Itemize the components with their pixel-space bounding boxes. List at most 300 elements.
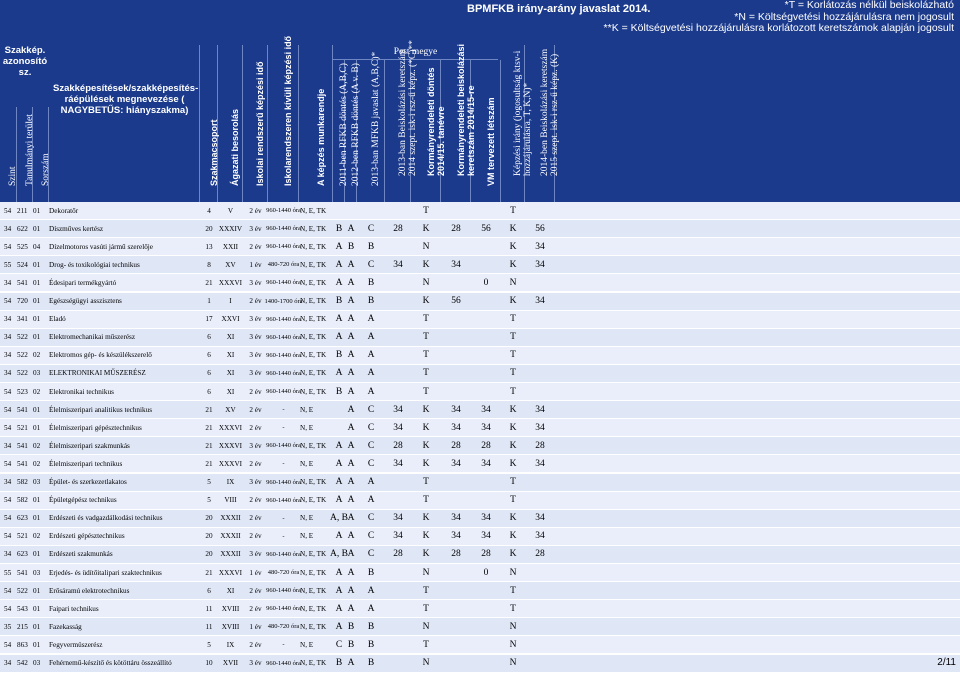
table-row [0,437,960,455]
cell-f [441,238,471,255]
cell-idoi: 3 év [249,315,262,324]
cell-ag: V [227,206,234,215]
cell-f [441,311,471,328]
cell-mr: N, E, TK [300,297,327,306]
header-szint: Szint [8,166,18,186]
cell-mr: N, E, TK [300,369,327,378]
cell-ter: 863 [17,640,28,649]
legend-line-k: **K = Költségvetési hozzájárulásra korlátozott keretszámok alapján jogosult [603,22,954,34]
cell-c: C [367,513,375,524]
cell-csop: 20 [205,550,213,559]
cell-mr: N, E [300,640,314,649]
cell-b: A [347,350,355,361]
cell-szint: 34 [4,659,12,668]
cell-ter: 211 [17,206,28,215]
cell-ter: 720 [17,297,28,306]
cell-e: T [423,314,429,325]
cell-h: T [510,205,516,216]
table-row [0,293,960,311]
cell-i [525,474,555,491]
cell-ag: XXXVI [218,278,243,287]
cell-e: K [422,404,430,415]
cell-f [441,582,471,599]
cell-csop: 6 [207,333,211,342]
cell-f: 34 [451,259,461,270]
cell-ter: 521 [17,532,28,541]
cell-ag: IX [226,640,235,649]
cell-c [357,202,385,219]
cell-c: C [367,404,375,415]
cell-nev: Elektronikai technikus [49,387,114,396]
table-row [0,347,960,365]
cell-ter: 522 [17,586,28,595]
cell-mr: N, E, TK [300,351,327,360]
cell-nev: Erdészeti szakmunkás [49,550,113,559]
cell-f [441,492,471,509]
cell-d: 34 [393,422,403,433]
cell-h: K [509,440,517,451]
cell-b: A [347,513,355,524]
cell-csop: 17 [205,315,213,324]
cell-d [385,329,411,346]
cell-i [525,492,555,509]
cell-d [385,564,411,581]
cell-szint: 54 [4,586,12,595]
cell-c: B [367,567,375,578]
cell-e: K [422,259,430,270]
cell-d: 34 [393,259,403,270]
cell-nev: Dekoratőr [49,206,79,215]
cell-csop: 21 [205,423,213,432]
cell-c: B [367,658,375,669]
cell-e: K [422,549,430,560]
cell-e: K [422,531,430,542]
legend [604,0,954,35]
cell-nev: Élelmiszeripari szakmunkás [49,441,130,450]
cell-e: T [423,386,429,397]
cell-a: A [335,332,343,343]
cell-f: 28 [451,440,461,451]
cell-csop: 21 [205,278,213,287]
cell-e: T [423,585,429,596]
cell-szint: 54 [4,640,12,649]
cell-csop: 8 [207,260,211,269]
cell-mr: N, E, TK [300,550,327,559]
cell-c: C [367,531,375,542]
cell-idok: - [282,514,285,522]
cell-ter: 543 [17,604,28,613]
cell-c: A [367,332,375,343]
legend-line-n: *N = Költségvetési hozzájárulásra nem jogosult [734,10,954,23]
cell-idoi: 1 év [249,622,262,631]
cell-nev: Fazekasság [49,622,82,631]
cell-f: 34 [451,531,461,542]
cell-sor: 02 [33,387,41,396]
cell-a: A [335,440,343,451]
table-header [0,35,960,202]
cell-idok: 960-1440 óra [266,333,301,341]
cell-ter: 524 [17,260,28,269]
cell-szint: 34 [4,333,12,342]
cell-b: A [347,296,355,307]
cell-f [441,636,471,653]
cell-szint: 34 [4,351,12,360]
cell-csop: 6 [207,586,211,595]
cell-ag: XXXIV [218,224,243,233]
cell-i: 34 [535,241,545,252]
cell-a: B [335,296,343,307]
cell-b: B [347,241,355,252]
cell-szint: 54 [4,423,12,432]
cell-e: N [422,567,430,578]
cell-a: B [335,350,343,361]
cell-d [385,202,411,219]
cell-a: A [335,585,343,596]
cell-szint: 35 [4,622,12,631]
cell-e: K [422,223,430,234]
header-sorszam-cell [33,107,49,202]
cell-idok: 960-1440 óra [266,550,301,558]
header-agazati-cell [218,45,243,202]
page-number: 2/11 [937,657,956,668]
header-2011: 2011-ben RFKB döntés (A,B,C) [338,63,349,186]
table-row [0,238,960,256]
cell-szint: 34 [4,224,12,233]
table-row [0,455,960,473]
cell-idoi: 2 év [249,242,262,251]
cell-b: A [347,277,355,288]
cell-mr: N, E, TK [300,224,327,233]
cell-csop: 11 [205,622,213,631]
cell-idoi: 2 év [249,604,262,613]
cell-c: B [367,241,375,252]
header-sorszam: Sorszám [40,153,51,186]
cell-csop: 5 [207,496,211,505]
header-kormb-cell [441,43,476,202]
cell-nev: Elektromos gép- és készülékszerelő [49,351,152,360]
cell-a: A [335,277,343,288]
cell-b: B [347,621,355,632]
cell-ter: 215 [17,622,28,631]
cell-b: A [347,477,355,488]
cell-ag: XXXII [220,532,241,541]
cell-h: K [509,549,517,560]
cell-a: A [335,458,343,469]
cell-csop: 5 [207,478,211,487]
cell-mr: N, E, TK [300,496,327,505]
cell-i [525,311,555,328]
cell-i: 56 [535,223,545,234]
cell-sor: 03 [33,659,41,668]
cell-sor: 01 [33,206,41,215]
cell-ter: 541 [17,459,28,468]
cell-ter: 522 [17,369,28,378]
cell-szint: 34 [4,315,12,324]
cell-szint: 55 [4,568,12,577]
cell-d [385,274,411,291]
cell-b: A [347,440,355,451]
cell-b: A [347,567,355,578]
cell-g: 28 [481,440,491,451]
cell-csop: 20 [205,224,213,233]
cell-b: A [347,404,355,415]
cell-nev: Élelmiszeripari gépésztechnikus [49,423,142,432]
cell-i: 34 [535,296,545,307]
cell-szint: 54 [4,459,12,468]
cell-idoi: 2 év [249,586,262,595]
cell-ag: XVIII [221,604,240,613]
cell-sor: 01 [33,315,41,324]
cell-ag: XXXVI [218,568,243,577]
header-iskolarendszeren-cell [268,35,299,202]
cell-ag: XI [226,333,235,342]
cell-b: A [347,223,355,234]
header-2012: 2012-ben RFKB döntés (A v. B) [350,63,361,186]
cell-mr: N, E, TK [300,206,327,215]
cell-a: A [335,477,343,488]
table-row [0,220,960,238]
cell-ter: 623 [17,550,28,559]
cell-csop: 21 [205,568,213,577]
cell-g [471,492,501,509]
cell-b: A [347,368,355,379]
cell-mr: N, E, TK [300,622,327,631]
cell-nev: Elektromechanikai műszerész [49,333,136,342]
cell-idoi: 3 év [249,441,262,450]
cell-a: A [335,531,343,542]
cell-f: 34 [451,422,461,433]
cell-a: B [335,386,343,397]
table-row [0,546,960,564]
cell-nev: Édesipari termékgyártó [49,278,117,287]
cell-i: 34 [535,422,545,433]
cell-ter: 541 [17,278,28,287]
cell-h: K [509,458,517,469]
cell-d: 34 [393,458,403,469]
cell-d [385,600,411,617]
cell-d [385,238,411,255]
cell-sor: 01 [33,405,41,414]
cell-h: N [509,639,517,650]
cell-mr: N, E, TK [300,278,327,287]
cell-idoi: 3 év [249,369,262,378]
cell-b: A [347,386,355,397]
cell-a [333,401,345,418]
cell-nev: Épületgépész technikus [49,496,117,505]
cell-h: T [510,585,516,596]
cell-idoi: 3 év [249,333,262,342]
cell-h: K [509,223,517,234]
header-nev-cell [49,45,200,202]
cell-sor: 03 [33,478,41,487]
table-row [0,383,960,401]
cell-h: K [509,296,517,307]
cell-h: N [509,567,517,578]
cell-h: K [509,513,517,524]
cell-h: T [510,350,516,361]
header-szint-cell [0,107,17,202]
cell-d [385,618,411,635]
cell-idok: 960-1440 óra [266,587,301,595]
cell-idok: 960-1440 óra [266,388,301,396]
cell-i [525,636,555,653]
header-iskolarendszeren: Iskolarendszeren kívüli képzési idő [283,35,293,186]
cell-c: A [367,603,375,614]
cell-g: 34 [481,404,491,415]
cell-nev: Egészségügyi asszisztens [49,297,122,306]
cell-f: 56 [451,296,461,307]
cell-sor: 03 [33,568,41,577]
cell-g: 56 [481,223,491,234]
cell-i [525,274,555,291]
cell-c: A [367,477,375,488]
cell-ter: 522 [17,333,28,342]
cell-g: 34 [481,513,491,524]
table-row [0,202,960,220]
cell-f: 28 [451,549,461,560]
cell-nev: Erjedés- és üdítőitalipari szaktechnikus [49,568,162,577]
cell-c: C [367,458,375,469]
cell-a [333,419,345,436]
header-iskolai: Iskolai rendszerű képzési idő [255,61,265,186]
cell-szint: 55 [4,260,12,269]
cell-f [441,564,471,581]
cell-idok: - [282,641,285,649]
cell-ag: VIII [224,496,237,505]
cell-ag: XXVI [221,315,240,324]
cell-f [441,618,471,635]
header-korm: Kormányrendeleti döntés 2014/15. tanévre [425,67,446,176]
cell-nev: Eladó [49,315,66,324]
cell-csop: 1 [207,297,211,306]
cell-g [471,311,501,328]
cell-sor: 01 [33,297,41,306]
cell-e: T [423,603,429,614]
cell-f [441,329,471,346]
cell-csop: 10 [205,659,213,668]
header-kepzesi: Képzési irány (jogosultság ktsv-i hozzájárulásra, T, K,N)* [512,50,533,176]
cell-b: A [347,422,355,433]
cell-f [441,274,471,291]
cell-b: A [347,531,355,542]
cell-sor: 01 [33,224,41,233]
cell-nev: Díszműves kertész [49,224,104,233]
header-2013: 2013-ban MFKB javaslat (A,B,C)* [370,51,381,186]
cell-ag: XI [226,369,235,378]
cell-f [441,202,471,219]
cell-d [385,582,411,599]
cell-idoi: 2 év [249,514,262,523]
cell-mr: N, E, TK [300,568,327,577]
cell-e: K [422,513,430,524]
cell-d [385,365,411,382]
cell-f [441,655,471,672]
cell-ag: XXXVI [218,459,243,468]
cell-b: A [347,585,355,596]
cell-idok: 1400-1700 óra [264,297,303,305]
cell-idoi: 1 év [249,568,262,577]
cell-h: N [509,277,517,288]
cell-mr: N, E, TK [300,478,327,487]
cell-a: A [335,368,343,379]
header-kepzesi-cell [501,45,533,202]
cell-idok: - [282,532,285,540]
cell-g: 0 [483,567,489,578]
cell-nev: Fehérnemű-készítő és kötöttáru összeállító [49,659,172,668]
cell-idok: - [282,406,285,414]
cell-b: A [347,658,355,669]
cell-ag: XXXVI [218,441,243,450]
cell-c: B [367,639,375,650]
cell-ag: XXXVI [218,423,243,432]
cell-e: N [422,658,430,669]
table-row [0,600,960,618]
header-2013-cell [357,51,385,202]
header-kormb: Kormányrendeleti beiskolázási keretszám 2014/15-re [455,43,476,176]
cell-g: 34 [481,422,491,433]
cell-g: 34 [481,531,491,542]
cell-e: K [422,296,430,307]
cell-nev: Erősáramú elektrotechnikus [49,586,130,595]
cell-idok: 960-1440 óra [266,496,301,504]
cell-szint: 34 [4,550,12,559]
cell-ter: 582 [17,478,28,487]
cell-b [345,202,357,219]
cell-nev: Erdészeti és vadgazdálkodási technikus [49,514,163,523]
cell-g [471,256,501,273]
cell-d [385,293,411,310]
cell-h: T [510,368,516,379]
header-2013b: 2013-ban Beiskolázási keretszám 2014 szept. isk-i rsz-ű képz. (*C)** [397,40,418,176]
cell-i [525,365,555,382]
cell-idok: 960-1440 óra [266,315,301,323]
cell-idok: 960-1440 óra [266,659,301,667]
cell-idok: 480-720 óra [267,261,300,269]
cell-a: A, B [330,549,348,560]
cell-sor: 01 [33,496,41,505]
cell-h: N [509,658,517,669]
cell-d [385,474,411,491]
cell-idok: 960-1440 óra [266,478,301,486]
cell-i [525,202,555,219]
cell-d: 34 [393,404,403,415]
cell-ag: XXII [222,242,239,251]
table-row [0,582,960,600]
cell-idoi: 3 év [249,478,262,487]
cell-a [333,202,345,219]
cell-e: T [423,368,429,379]
cell-sor: 01 [33,423,41,432]
cell-c: B [367,296,375,307]
cell-e: T [423,495,429,506]
header-2014: 2014-ben Beiskolázási keretszám 2015 szept. isk-i rsz-ű képz. (K) [539,48,560,176]
cell-nev: Élelmiszeripari analitikus technikus [49,405,152,414]
table-row [0,492,960,510]
cell-idok: 960-1440 óra [266,225,301,233]
cell-mr: N, E [300,459,314,468]
cell-d: 28 [393,223,403,234]
cell-c: C [367,259,375,270]
cell-ag: XXXII [220,514,241,523]
cell-csop: 20 [205,532,213,541]
header-2011-cell [333,60,349,202]
cell-a: B [335,658,343,669]
cell-c: A [367,350,375,361]
cell-szint: 54 [4,514,12,523]
cell-g [471,293,501,310]
cell-idoi: 2 év [249,405,262,414]
cell-d [385,636,411,653]
